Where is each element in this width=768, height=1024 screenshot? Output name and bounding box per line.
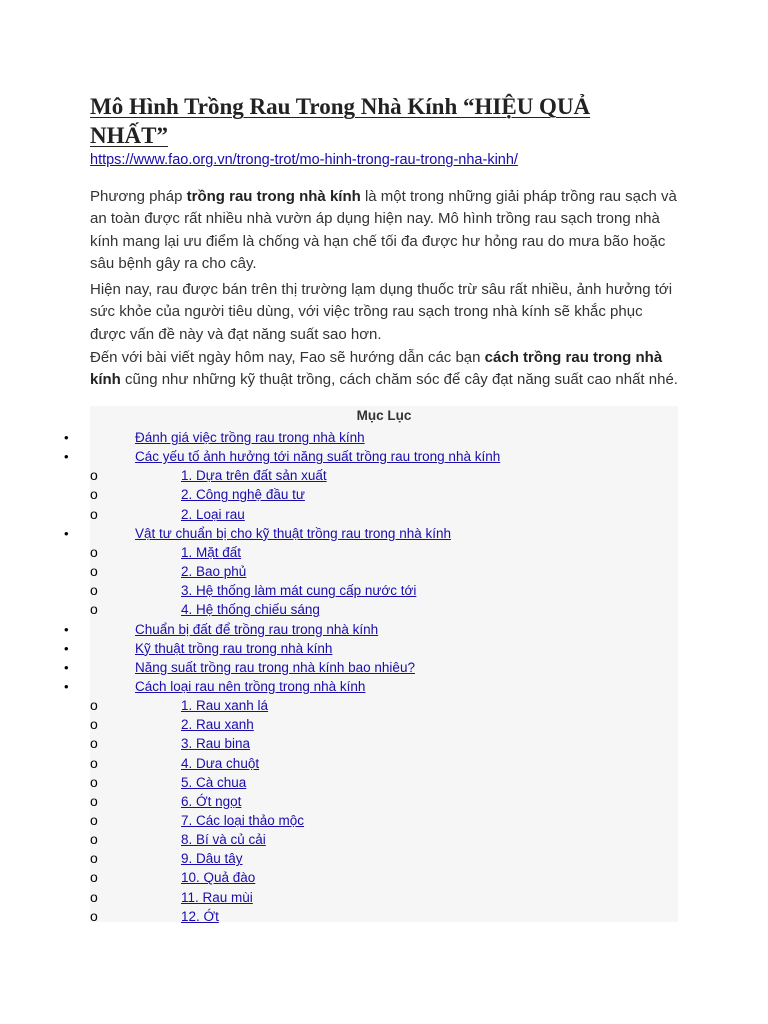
circle-bullet-icon: o — [90, 735, 98, 752]
toc-section-item — [135, 639, 332, 658]
toc-link[interactable]: 8. Bí và củ cải — [181, 832, 266, 848]
toc-subsection-item — [181, 696, 268, 715]
circle-bullet-icon: o — [90, 505, 98, 522]
toc-subsection-item — [181, 849, 243, 868]
circle-bullet-icon: o — [90, 850, 98, 867]
article-title: Mô Hình Trồng Rau Trong Nhà Kính “HIỆU QUẢ NHẤT” — [90, 94, 591, 148]
toc-link[interactable]: 6. Ớt ngọt — [181, 793, 242, 809]
toc-link[interactable]: 2. Bao phủ — [181, 564, 247, 580]
toc-subsection-item — [181, 715, 254, 734]
toc-link[interactable]: 12. Ớt — [181, 908, 219, 924]
toc-subsection-item — [181, 773, 246, 792]
toc-link[interactable]: 10. Quả đào — [181, 870, 256, 886]
toc-section-item — [135, 428, 365, 447]
toc-link[interactable]: Các yếu tố ảnh hưởng tới năng suất trồng rau trong nhà kính — [135, 449, 501, 465]
toc-link[interactable]: Đánh giá việc trồng rau trong nhà kính — [135, 430, 365, 445]
circle-bullet-icon: o — [90, 812, 98, 828]
circle-bullet-icon: o — [90, 582, 98, 599]
toc-link[interactable]: 9. Dâu tây — [181, 851, 243, 867]
disc-bullet-icon: • — [64, 525, 69, 541]
toc-link[interactable]: 1. Rau xanh lá — [181, 698, 269, 714]
toc-link[interactable]: Cách loại rau nên trồng trong nhà kính — [135, 678, 366, 694]
guide-text-start: Đến với bài viết ngày hôm nay, Fao sẽ hướng dẫn các bạn — [90, 349, 485, 366]
toc-subsection-item — [181, 888, 253, 907]
toc-link[interactable]: Chuẩn bị đất để trồng rau trong nhà kính — [135, 621, 379, 637]
toc-link[interactable]: 2. Loại rau — [181, 506, 245, 522]
guide-paragraph — [90, 347, 680, 392]
intro-keyword: trồng rau trong nhà kính — [186, 188, 361, 205]
toc-link[interactable]: 2. Rau xanh — [181, 717, 254, 733]
circle-bullet-icon: o — [90, 716, 98, 733]
table-of-contents — [90, 406, 678, 922]
disc-bullet-icon: • — [64, 640, 69, 656]
toc-subsection-item — [181, 562, 246, 581]
disc-bullet-icon: • — [64, 678, 69, 694]
toc-subsection-item — [181, 543, 241, 562]
toc-link[interactable]: 1. Mặt đất — [181, 544, 242, 560]
toc-subsection-item — [181, 754, 259, 773]
toc-link[interactable]: 11. Rau mùi — [181, 889, 253, 905]
circle-bullet-icon: o — [90, 831, 98, 848]
intro-text-end: là một trong những giải pháp trồng rau sạch và an toàn được rất nhiều nhà vườn áp dụng hiện nay. Mô hình trồng rau sạch trong nhà kính mang lại ưu điểm là chống và hạn chế tối đa được hư hỏng rau do mưa bão hoặc sâu bệnh gây ra cho cây. — [90, 188, 677, 272]
toc-subsection-item — [181, 466, 327, 485]
circle-bullet-icon: o — [90, 773, 98, 790]
toc-subsection-item — [181, 734, 250, 753]
toc-link[interactable]: 3. Rau bina — [181, 736, 251, 752]
toc-link[interactable]: Kỹ thuật trồng rau trong nhà kính — [135, 640, 333, 656]
circle-bullet-icon: o — [90, 792, 98, 809]
circle-bullet-icon: o — [90, 697, 98, 714]
toc-section-item — [135, 658, 415, 677]
toc-link[interactable]: Vật tư chuẩn bị cho kỹ thuật trồng rau trong nhà kính — [135, 525, 451, 541]
toc-section-item — [135, 677, 365, 696]
toc-subsection-item — [181, 600, 320, 619]
toc-link[interactable]: 5. Cà chua — [181, 774, 247, 790]
toc-subsection-item — [181, 485, 305, 504]
toc-link[interactable]: 2. Công nghệ đầu tư — [181, 487, 305, 503]
toc-subsection-item — [181, 811, 304, 830]
circle-bullet-icon: o — [90, 907, 98, 924]
circle-bullet-icon: o — [90, 888, 98, 905]
disc-bullet-icon: • — [64, 449, 69, 465]
toc-link[interactable]: 4. Dưa chuột — [181, 755, 260, 771]
circle-bullet-icon: o — [90, 486, 98, 503]
toc-section-item — [135, 447, 500, 466]
guide-text-end: cũng như những kỹ thuật trồng, cách chăm sóc để cây đạt năng suất cao nhất nhé. — [120, 371, 678, 389]
source-url-link[interactable]: https://www.fao.org.vn/trong-trot/mo-hinh-trong-rau-trong-nha-kinh/ — [90, 152, 518, 168]
toc-subsection-item — [181, 907, 219, 926]
circle-bullet-icon: o — [90, 869, 98, 886]
toc-link[interactable]: 4. Hệ thống chiếu sáng — [181, 602, 320, 618]
toc-subsection-item — [181, 868, 255, 887]
circle-bullet-icon: o — [90, 754, 98, 771]
disc-bullet-icon: • — [64, 621, 69, 637]
toc-link[interactable]: Năng suất trồng rau trong nhà kính bao nhiêu? — [135, 659, 415, 675]
guide-keyword: cách trồng rau trong nhà kính — [90, 349, 663, 389]
disc-bullet-icon: • — [64, 430, 69, 445]
disc-bullet-icon: • — [64, 659, 69, 675]
toc-section-item — [135, 524, 451, 543]
circle-bullet-icon: o — [90, 601, 98, 618]
toc-subsection-item — [181, 505, 245, 524]
context-paragraph: Hiện nay, rau được bán trên thị trường lạm dụng thuốc trừ sâu rất nhiều, ảnh hưởng tới sức khỏe của người tiêu dùng, với việc trồng rau sạch trong nhà kính sẽ khắc phục được vấn đề này và đạt năng suất sao hơn. — [90, 281, 673, 343]
circle-bullet-icon: o — [90, 563, 98, 580]
toc-subsection-item — [181, 792, 241, 811]
toc-subsection-item — [181, 830, 266, 849]
intro-paragraph — [90, 186, 680, 275]
toc-heading: Mục Lục — [356, 408, 412, 423]
circle-bullet-icon: o — [90, 467, 98, 484]
intro-text-start: Phương pháp — [90, 188, 187, 205]
toc-link[interactable]: 1. Dựa trên đất sản xuất — [181, 468, 327, 484]
toc-link[interactable]: 3. Hệ thống làm mát cung cấp nước tới — [181, 583, 417, 599]
toc-section-item — [135, 620, 378, 639]
toc-subsection-item — [181, 581, 416, 600]
toc-link[interactable]: 7. Các loại thảo mộc — [181, 813, 305, 828]
circle-bullet-icon: o — [90, 543, 98, 560]
